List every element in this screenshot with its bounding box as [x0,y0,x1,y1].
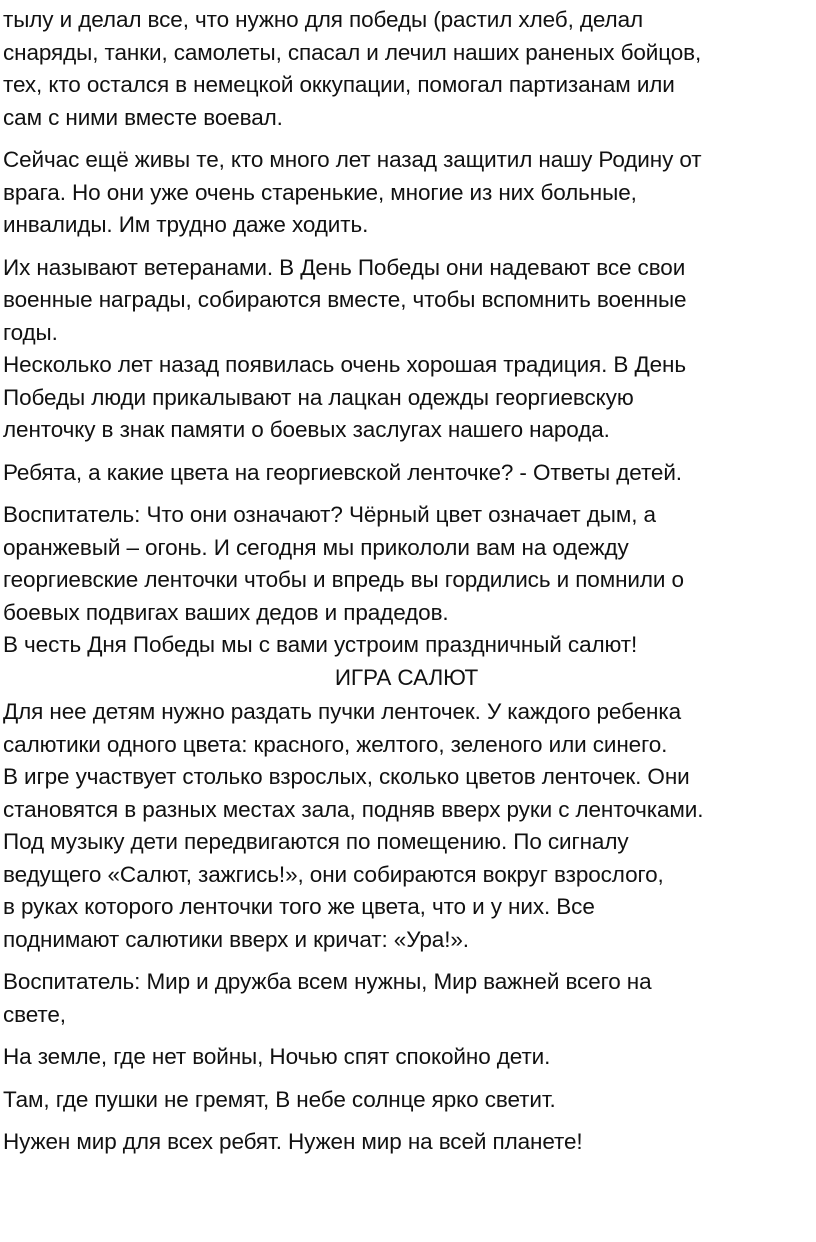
text-line: Победы люди прикалывают на лацкан одежды георгиевскую [3,384,634,410]
text-line: Несколько лет назад появилась очень хорошая традиция. В День [3,352,686,377]
poem-stanza [3,1084,810,1117]
text-line: боевых подвигах ваших дедов и прадедов. [3,599,449,625]
text-line: салютики одного цвета: красного, желтого, зеленого или синего. [3,731,668,757]
text-line: В игре участвует столько взрослых, сколько цветов ленточек. Они [3,764,690,789]
text-line: Для нее детям нужно раздать пучки ленточек. У каждого ребенка [3,699,682,724]
paragraph-still-alive [3,144,810,242]
text-line: На земле, где нет войны, Ночью спят спокойно дети. [3,1044,551,1069]
text-line: оранжевый – огонь. И сегодня мы прикололи вам на одежду [3,534,629,560]
paragraph-game-rules [3,696,810,956]
text-line: тех, кто остался в немецкой оккупации, помогал партизанам или [3,72,675,97]
poem-stanza [3,1041,810,1074]
text-line: Там, где пушки не гремят, В небе солнце ярко светит. [3,1086,556,1112]
text-line: военные награды, собираются вместе, чтобы вспомнить военные [3,287,687,312]
text-line: становятся в разных местах зала, подняв вверх руки с ленточками. [3,796,704,822]
poem-stanza [3,966,810,1031]
text-line: георгиевские ленточки чтобы и впредь вы гордились и помнили о [3,567,684,592]
text-line: ведущего «Салют, зажгись!», они собираются вокруг взрослого, [3,861,664,887]
text-line: Ребята, а какие цвета на георгиевской ленточке? - Ответы детей. [3,459,682,485]
text-line: Под музыку дети передвигаются по помещению. По сигналу [3,829,629,854]
text-line: Сейчас ещё живы те, кто много лет назад защитил нашу Родину от [3,147,702,172]
text-line: Нужен мир для всех ребят. Нужен мир на всей планете! [3,1129,583,1154]
text-line: сам с ними вместе воевал. [3,104,283,130]
paragraph-question [3,457,810,490]
paragraph-tradition [3,349,810,447]
text-line: В честь Дня Победы мы с вами устроим праздничный салют! [3,632,638,657]
text-line: годы. [3,319,58,345]
poem-stanza [3,1126,810,1159]
paragraph-war-effort [3,4,810,134]
game-title: ИГРА САЛЮТ [334,664,479,690]
text-line: Воспитатель: Что они означают? Чёрный цвет означает дым, а [3,502,656,527]
text-line: свете, [3,1001,66,1027]
text-line: Воспитатель: Мир и дружба всем нужны, Мир важней всего на [3,969,652,994]
text-line: инвалиды. Им трудно даже ходить. [3,212,369,237]
text-line: снаряды, танки, самолеты, спасал и лечил наших раненых бойцов, [3,39,702,65]
text-line: врага. Но они уже очень старенькие, многие из них больные, [3,179,637,205]
text-line: ленточку в знак памяти о боевых заслугах нашего народа. [3,417,610,442]
paragraph-colors-meaning [3,499,810,629]
paragraph-salute-intro [3,629,810,662]
text-line: в руках которого ленточки того же цвета, что и у них. Все [3,894,595,919]
text-line: тылу и делал все, что нужно для победы (растил хлеб, делал [3,7,644,32]
text-line: Их называют ветеранами. В День Победы они надевают все свои [3,254,686,280]
paragraph-veterans [3,252,810,350]
text-line: поднимают салютики вверх и кричат: «Ура!». [3,926,469,952]
